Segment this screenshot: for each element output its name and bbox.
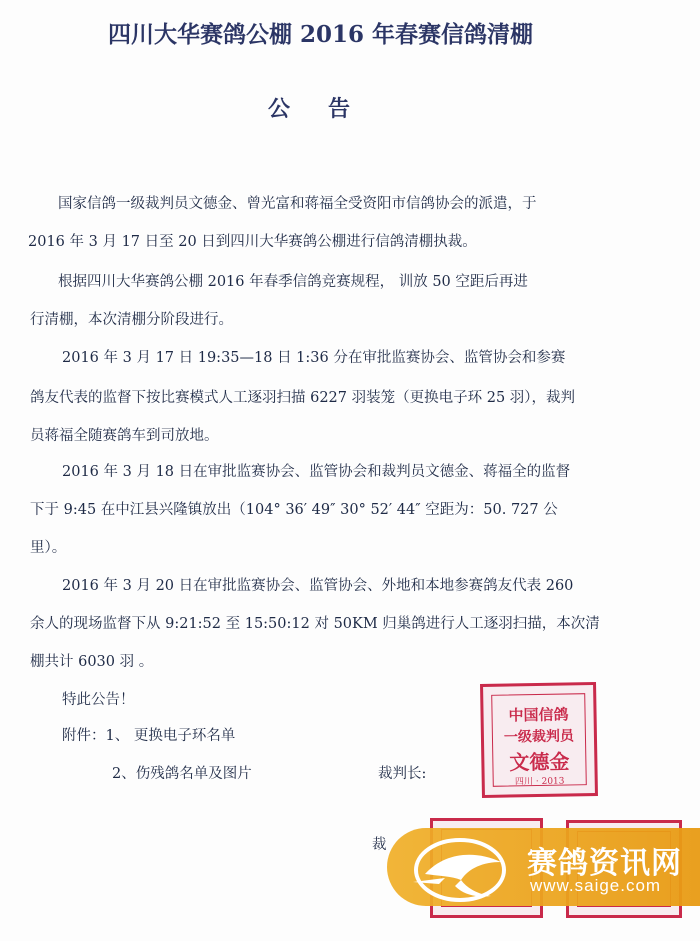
paragraph-4-line-1: 2016 年 3 月 18 日在审批监赛协会、监管协会和裁判员文德金、蒋福全的监督 <box>62 464 571 480</box>
watermark-site-name: 赛鸽资讯网 <box>527 846 682 881</box>
paragraph-3-line-1: 2016 年 3 月 17 日 19:35—18 日 1:36 分在审批监赛协会、监管协会和参赛 <box>62 350 566 366</box>
seal-line-4: 四川 · 2013 <box>514 776 565 788</box>
pigeon-logo-icon <box>405 832 520 904</box>
attachment-1: 附件：1、 更换电子环名单 <box>62 728 236 744</box>
paragraph-3-line-3: 员蒋福全随赛鸽车到司放地。 <box>30 428 219 444</box>
paragraph-2-line-1: 根据四川大华赛鸽公棚 2016 年春季信鸽竞赛规程， 训放 50 空距后再进 <box>58 274 528 290</box>
paragraph-5-line-3: 棚共计 6030 羽 。 <box>30 654 154 670</box>
paragraph-5-line-1: 2016 年 3 月 20 日在审批监赛协会、监管协会、外地和本地参赛鸽友代表 260 <box>62 578 574 594</box>
paragraph-1-line-2: 2016 年 3 月 17 日至 20 日到四川大华赛鸽公棚进行信鸽清棚执裁。 <box>28 234 477 250</box>
paragraph-3-line-2: 鸽友代表的监督下按比赛模式人工逐羽扫描 6227 羽装笼（更换电子环 25 羽），裁判 <box>30 390 576 406</box>
attachment-2: 2、伤残鸽名单及图片 <box>112 766 252 782</box>
document-title: 四川大华赛鸽公棚 2016 年春赛信鸽清棚 <box>108 21 534 48</box>
referee-seal <box>480 682 598 798</box>
seal-line-2: 一级裁判员 <box>503 728 575 746</box>
document-subtitle: 公告 <box>268 96 389 122</box>
watermark-url: www.saige.com <box>530 876 662 895</box>
notice-closing: 特此公告！ <box>62 692 135 708</box>
paragraph-1-line-1: 国家信鸽一级裁判员文德金、曾光富和蒋福全受资阳市信鸽协会的派遣，于 <box>58 196 537 212</box>
paragraph-4-line-2: 下于 9:45 在中江县兴隆镇放出（104° 36′ 49″ 30° 52′ 44″ 空距为：50. 727 公 <box>30 502 558 518</box>
paragraph-2-line-2: 行清棚，本次清棚分阶段进行。 <box>30 312 233 328</box>
chief-referee-label: 裁判长: <box>378 766 427 782</box>
site-watermark <box>387 828 700 906</box>
paragraph-4-line-3: 里）。 <box>30 540 67 556</box>
paragraph-5-line-2: 余人的现场监督下从 9:21:52 至 15:50:12 对 50KM 归巢鸽进行人工逐羽扫描，本次清 <box>30 616 600 632</box>
seal-line-1: 中国信鸽 <box>508 705 569 725</box>
seal-line-3: 文德金 <box>509 749 570 775</box>
referee-label: 裁 <box>372 837 387 853</box>
